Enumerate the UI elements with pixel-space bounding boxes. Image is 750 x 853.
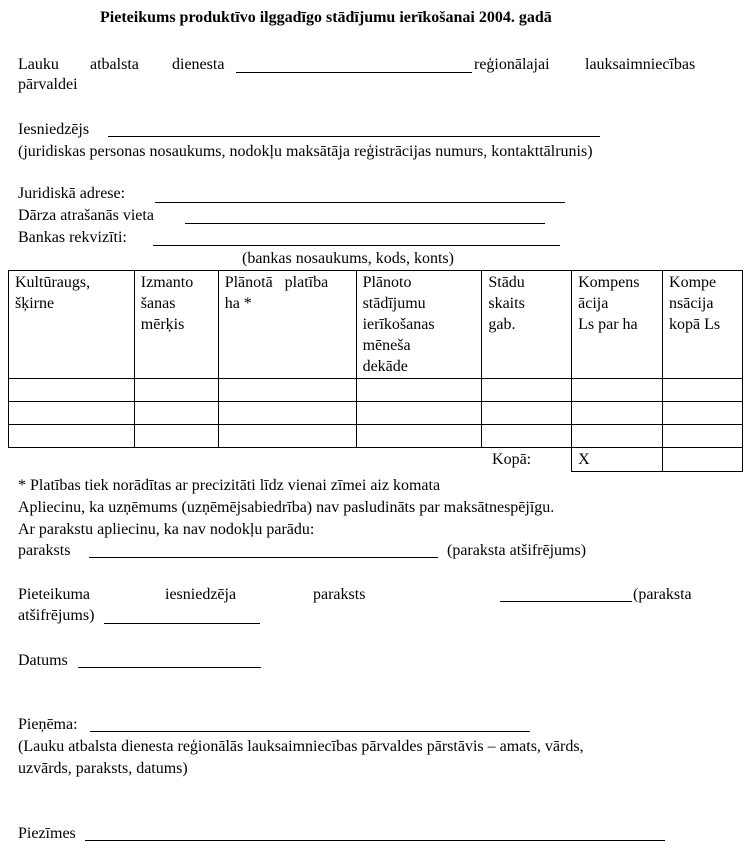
intro-line-2: pārvaldei xyxy=(18,76,78,93)
date-line[interactable] xyxy=(78,667,261,668)
footnote-text: * Platības tiek norādītas ar precizitāti līdz vienai zīmei aiz komata xyxy=(18,477,441,494)
header-seedlings: Stādu skaits gab. xyxy=(482,271,572,379)
table-cell[interactable] xyxy=(663,379,743,402)
total-compensation-cell[interactable] xyxy=(663,448,743,472)
table-cell[interactable] xyxy=(572,379,663,402)
accepted-line[interactable] xyxy=(90,731,530,732)
table-cell[interactable] xyxy=(218,425,356,448)
table-cell[interactable] xyxy=(134,402,218,425)
header-area: Plānotā platība ha * xyxy=(218,271,356,379)
applicant-sign-word-3: paraksts xyxy=(313,586,366,603)
header-planting-period: Plānoto stādījumu ierīkošanas mēneša dekāde xyxy=(356,271,482,379)
address-label: Juridiskā adrese: xyxy=(18,185,126,202)
page-title: Pieteikums produktīvo ilggadīgo stādījumu ierīkošanai 2004. gadā xyxy=(100,9,552,26)
bank-hint: (bankas nosaukums, kods, konts) xyxy=(242,250,454,267)
signature-label: paraksts xyxy=(18,542,71,559)
insolvency-statement: Apliecinu, ka uzņēmums (uzņēmējsabiedrība) nav pasludināts par maksātnespējīgu. xyxy=(18,499,555,516)
location-line[interactable] xyxy=(185,223,545,224)
header-compensation-per-ha: Kompens ācija Ls par ha xyxy=(572,271,663,379)
table-cell[interactable] xyxy=(482,379,572,402)
signature-hint: (paraksta atšifrējums) xyxy=(447,542,587,559)
table-cell[interactable] xyxy=(572,425,663,448)
applicant-sign-word-5: atšifrējums) xyxy=(18,607,95,624)
intro-word-2: atbalsta xyxy=(90,56,139,73)
table-cell[interactable] xyxy=(356,425,482,448)
accepted-hint-2: uzvārds, paraksts, datums) xyxy=(18,760,188,777)
address-line[interactable] xyxy=(155,202,565,203)
table-cell[interactable] xyxy=(9,402,135,425)
bank-label: Bankas rekvizīti: xyxy=(18,229,127,246)
header-compensation-total: Kompe nsācija kopā Ls xyxy=(663,271,743,379)
intro-word-3: dienesta xyxy=(172,56,225,73)
table-header-row xyxy=(9,271,743,379)
applicant-name-line[interactable] xyxy=(104,623,260,624)
date-label: Datums xyxy=(18,652,68,669)
table-cell[interactable] xyxy=(663,425,743,448)
table-cell[interactable] xyxy=(572,402,663,425)
applicant-hint: (juridiskas personas nosaukums, nodokļu maksātāja reģistrācijas numurs, kontakttālrunis) xyxy=(18,143,593,160)
service-name-line[interactable] xyxy=(236,72,472,73)
table-cell[interactable] xyxy=(9,379,135,402)
table-cell[interactable] xyxy=(218,379,356,402)
intro-word-1: Lauku xyxy=(18,56,59,73)
table-cell[interactable] xyxy=(9,425,135,448)
header-crop: Kultūraugs, šķirne xyxy=(9,271,135,379)
table-cell[interactable] xyxy=(134,425,218,448)
table-cell[interactable] xyxy=(482,425,572,448)
table-cell[interactable] xyxy=(356,379,482,402)
header-purpose: Izmanto šanas mērķis xyxy=(134,271,218,379)
accepted-label: Pieņēma: xyxy=(18,716,78,733)
accepted-hint-1: (Lauku atbalsta dienesta reģionālās lauksaimniecības pārvaldes pārstāvis – amats, vārds, xyxy=(18,738,584,755)
table-total-row xyxy=(9,448,743,472)
table-cell[interactable] xyxy=(663,402,743,425)
applicant-sign-word-4: (paraksta xyxy=(633,586,692,603)
remarks-line[interactable] xyxy=(85,840,665,841)
table-row xyxy=(9,425,743,448)
bank-line[interactable] xyxy=(153,245,560,246)
signature-line[interactable] xyxy=(89,557,438,558)
applicant-signature-line[interactable] xyxy=(500,601,632,602)
intro-word-5: lauksaimniecības xyxy=(585,56,696,73)
location-label: Dārza atrašanās vieta xyxy=(18,207,154,224)
applicant-line[interactable] xyxy=(108,136,600,137)
applicant-label: Iesniedzējs xyxy=(18,121,90,138)
intro-word-4: reģionālajai xyxy=(474,56,550,73)
table-row xyxy=(9,402,743,425)
remarks-label: Piezīmes xyxy=(18,825,76,842)
table-row xyxy=(9,379,743,402)
applicant-sign-word-2: iesniedzēja xyxy=(165,586,237,603)
table-cell[interactable] xyxy=(218,402,356,425)
table-cell[interactable] xyxy=(134,379,218,402)
table-cell[interactable] xyxy=(482,402,572,425)
tax-statement: Ar parakstu apliecinu, ka nav nodokļu parādu: xyxy=(18,521,315,538)
applicant-sign-word-1: Pieteikuma xyxy=(18,586,90,603)
planting-table xyxy=(8,270,743,472)
total-compensation-per-ha: X xyxy=(572,448,663,472)
total-label: Kopā: xyxy=(9,448,572,472)
table-cell[interactable] xyxy=(356,402,482,425)
